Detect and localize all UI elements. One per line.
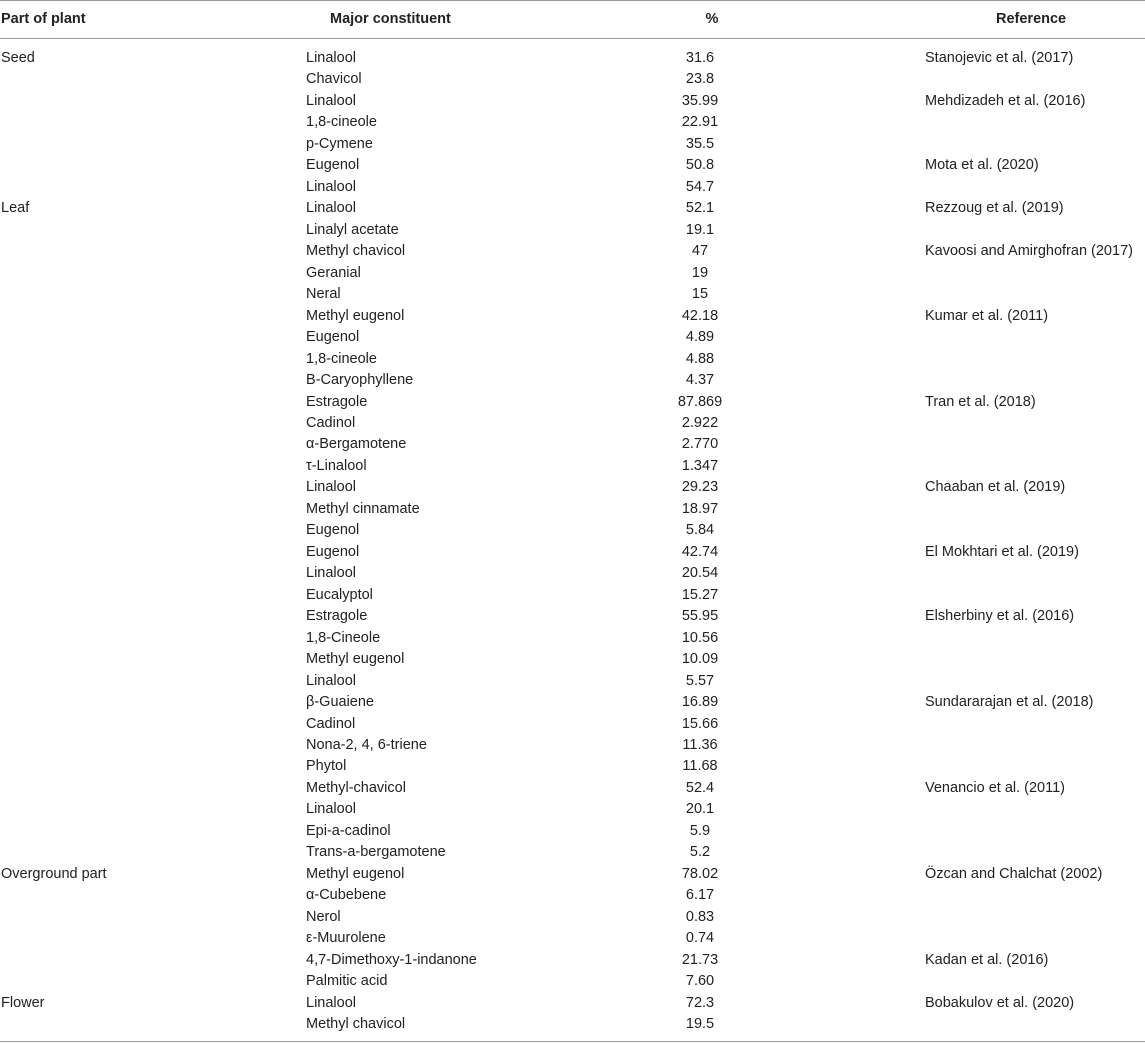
header-reference: Reference — [996, 11, 1067, 27]
cell-constituent: Neral — [306, 286, 341, 303]
table-row — [0, 799, 1145, 820]
table-row — [0, 606, 1145, 627]
table-row — [0, 950, 1145, 971]
cell-percent: 4.37 — [685, 372, 715, 389]
cell-reference: Kavoosi and Amirghofran (2017) — [925, 243, 1133, 260]
cell-constituent: Methyl eugenol — [306, 307, 405, 324]
cell-constituent: Geranial — [306, 264, 361, 281]
cell-percent: 54.7 — [685, 178, 715, 195]
cell-constituent: Methyl cinnamate — [306, 500, 420, 517]
table-row — [0, 91, 1145, 112]
table-row — [0, 756, 1145, 777]
cell-percent: 15.66 — [681, 715, 719, 732]
cell-percent: 2.770 — [681, 436, 719, 453]
cell-reference: Sundararajan et al. (2018) — [925, 694, 1094, 711]
cell-constituent: Nona-2, 4, 6-triene — [306, 737, 427, 753]
table-row — [0, 349, 1145, 370]
cell-reference: Elsherbiny et al. (2016) — [925, 608, 1075, 625]
table-row — [0, 692, 1145, 713]
table-row — [0, 907, 1145, 928]
cell-constituent: Methyl chavicol — [306, 243, 406, 260]
cell-reference: Özcan and Chalchat (2002) — [925, 865, 1103, 882]
cell-constituent: Eugenol — [306, 157, 360, 174]
cell-percent: 2.922 — [681, 414, 719, 431]
table-row — [0, 155, 1145, 176]
cell-constituent: 4,7-Dimethoxy-1-indanone — [306, 951, 477, 968]
cell-percent: 5.9 — [689, 822, 711, 839]
cell-percent: 18.97 — [681, 500, 719, 517]
cell-percent: 21.73 — [681, 951, 719, 968]
cell-constituent: Eugenol — [306, 329, 360, 346]
cell-constituent: Phytol — [306, 758, 347, 775]
cell-constituent: Methyl eugenol — [306, 865, 405, 882]
cell-constituent: Linalool — [306, 92, 356, 109]
table-row — [0, 714, 1145, 735]
cell-reference: Venancio et al. (2011) — [925, 779, 1065, 796]
table-row — [0, 821, 1145, 842]
table-row — [0, 1014, 1145, 1035]
cell-constituent: Nerol — [306, 908, 341, 925]
cell-percent: 35.99 — [681, 92, 719, 109]
cell-percent: 15.27 — [681, 586, 719, 603]
table-row — [0, 971, 1145, 992]
cell-constituent: Estragole — [306, 608, 368, 625]
cell-constituent: Linalool — [306, 50, 356, 66]
cell-percent: 16.89 — [681, 694, 719, 711]
cell-percent: 35.5 — [685, 135, 715, 152]
cell-percent: 52.1 — [685, 200, 715, 217]
table-row — [0, 542, 1145, 563]
cell-percent: 10.56 — [681, 629, 719, 646]
cell-reference: El Mokhtari et al. (2019) — [925, 543, 1079, 560]
table-row — [0, 520, 1145, 541]
cell-percent: 55.95 — [681, 608, 719, 625]
cell-percent: 29.23 — [681, 479, 719, 496]
cell-percent: 15 — [691, 286, 709, 303]
cell-constituent: Eucalyptol — [306, 586, 373, 603]
cell-percent: 72.3 — [685, 994, 715, 1011]
table-row — [0, 864, 1145, 885]
cell-constituent: 1,8-cineole — [306, 350, 377, 367]
table-row — [0, 928, 1145, 949]
cell-constituent: p-Cymene — [306, 135, 373, 152]
cell-percent: 10.09 — [681, 651, 719, 668]
table-row — [0, 134, 1145, 155]
cell-constituent: Linalool — [306, 801, 356, 818]
cell-percent: 42.18 — [681, 307, 719, 324]
cell-reference: Stanojevic et al. (2017) — [925, 50, 1074, 66]
header-major-constituent: Major constituent — [330, 11, 451, 27]
cell-percent: 5.2 — [689, 844, 711, 861]
cell-percent: 42.74 — [681, 543, 719, 560]
cell-constituent: ε-Muurolene — [306, 930, 386, 947]
cell-percent: 19 — [691, 264, 709, 281]
cell-reference: Rezzoug et al. (2019) — [925, 200, 1064, 217]
cell-constituent: Linalool — [306, 672, 356, 689]
cell-percent: 7.60 — [685, 973, 715, 990]
cell-constituent: β-Guaiene — [306, 694, 374, 711]
cell-constituent: 1,8-cineole — [306, 114, 377, 131]
cell-percent: 23.8 — [685, 71, 715, 88]
table-row — [0, 370, 1145, 391]
cell-constituent: Linalool — [306, 479, 356, 496]
cell-constituent: Trans-a-bergamotene — [306, 844, 446, 861]
table-row — [0, 263, 1145, 284]
cell-reference: Kumar et al. (2011) — [925, 307, 1049, 324]
cell-constituent: Methyl chavicol — [306, 1016, 406, 1033]
cell-constituent: α-Cubebene — [306, 887, 387, 904]
table-row — [0, 628, 1145, 649]
table-row — [0, 585, 1145, 606]
table-header — [0, 0, 1145, 38]
cell-percent: 4.88 — [685, 350, 715, 367]
cell-percent: 20.1 — [685, 801, 715, 818]
table-row — [0, 327, 1145, 348]
table-row — [0, 392, 1145, 413]
table-row — [0, 241, 1145, 262]
cell-constituent: Methyl eugenol — [306, 651, 405, 668]
table-row — [0, 69, 1145, 90]
cell-part-of-plant: Overground part — [1, 865, 107, 882]
cell-percent: 20.54 — [681, 565, 719, 582]
table-row — [0, 778, 1145, 799]
cell-percent: 52.4 — [685, 779, 715, 796]
header-rule — [0, 38, 1145, 39]
cell-percent: 78.02 — [681, 865, 719, 882]
table-row — [0, 177, 1145, 198]
table-row — [0, 48, 1145, 69]
cell-constituent: Linalool — [306, 994, 356, 1011]
table-row — [0, 220, 1145, 241]
cell-part-of-plant: Leaf — [1, 200, 30, 217]
table-row — [0, 671, 1145, 692]
cell-reference: Bobakulov et al. (2020) — [925, 994, 1075, 1011]
cell-constituent: Chavicol — [306, 71, 362, 88]
table-row — [0, 563, 1145, 584]
cell-constituent: Methyl-chavicol — [306, 779, 406, 796]
header-part-of-plant: Part of plant — [1, 11, 86, 27]
cell-percent: 6.17 — [685, 887, 715, 904]
cell-percent: 0.83 — [685, 908, 715, 925]
table-row — [0, 649, 1145, 670]
cell-constituent: Β-Caryophyllene — [306, 372, 414, 389]
cell-constituent: Cadinol — [306, 715, 356, 732]
cell-percent: 22.91 — [681, 114, 719, 131]
cell-reference: Mota et al. (2020) — [925, 157, 1039, 174]
cell-constituent: Estragole — [306, 393, 368, 410]
table-row — [0, 499, 1145, 520]
cell-reference: Mehdizadeh et al. (2016) — [925, 92, 1086, 109]
cell-percent: 5.84 — [685, 522, 715, 539]
table-row — [0, 306, 1145, 327]
cell-constituent: Palmitic acid — [306, 973, 388, 990]
cell-part-of-plant: Seed — [1, 50, 35, 66]
cell-percent: 50.8 — [685, 157, 715, 174]
cell-percent: 47 — [691, 243, 709, 260]
table-row — [0, 885, 1145, 906]
table-row — [0, 456, 1145, 477]
cell-constituent: Linalool — [306, 565, 356, 582]
table-row — [0, 477, 1145, 498]
cell-percent: 1.347 — [681, 457, 719, 474]
cell-constituent: Cadinol — [306, 414, 356, 431]
cell-reference: Tran et al. (2018) — [925, 393, 1036, 410]
cell-constituent: Eugenol — [306, 543, 360, 560]
table-row — [0, 413, 1145, 434]
cell-reference: Kadan et al. (2016) — [925, 951, 1049, 968]
table-row — [0, 735, 1145, 756]
cell-constituent: α-Bergamotene — [306, 436, 407, 453]
table-bottom-rule — [0, 1041, 1145, 1042]
table-body — [0, 48, 1145, 1036]
cell-percent: 19.1 — [685, 221, 715, 238]
cell-constituent: Eugenol — [306, 522, 360, 539]
table-row — [0, 434, 1145, 455]
cell-part-of-plant: Flower — [1, 994, 45, 1011]
cell-constituent: Linalyl acetate — [306, 221, 399, 238]
table-row — [0, 284, 1145, 305]
cell-constituent: Linalool — [306, 200, 356, 217]
table-row — [0, 993, 1145, 1014]
cell-percent: 5.57 — [685, 672, 715, 689]
cell-constituent: τ-Linalool — [306, 457, 367, 474]
cell-percent: 4.89 — [685, 329, 715, 346]
cell-percent: 31.6 — [685, 50, 715, 66]
cell-reference: Chaaban et al. (2019) — [925, 479, 1066, 496]
cell-percent: 11.36 — [682, 737, 718, 753]
cell-constituent: Epi-a-cadinol — [306, 822, 391, 839]
cell-percent: 0.74 — [685, 930, 715, 947]
cell-percent: 87.869 — [677, 393, 723, 410]
header-percent: % — [705, 11, 719, 27]
table-row — [0, 198, 1145, 219]
cell-percent: 11.68 — [682, 758, 718, 775]
table-row — [0, 842, 1145, 863]
table-row — [0, 112, 1145, 133]
cell-percent: 19.5 — [685, 1016, 715, 1033]
cell-constituent: 1,8-Cineole — [306, 629, 381, 646]
cell-constituent: Linalool — [306, 178, 356, 195]
